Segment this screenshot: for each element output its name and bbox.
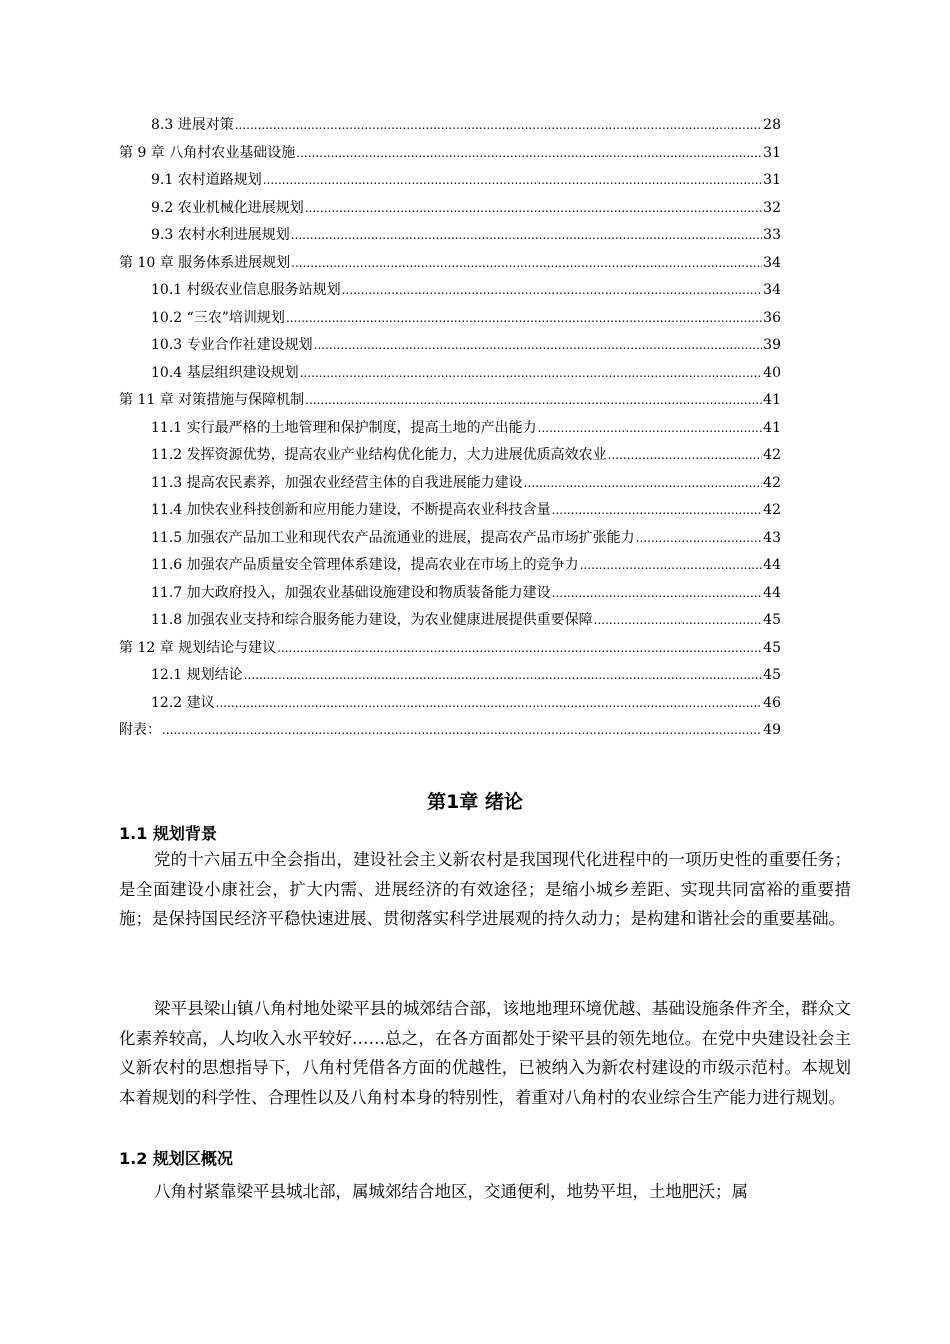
toc-entry-page-number: 33 <box>763 227 781 243</box>
toc-entry-page-number: 39 <box>763 337 781 353</box>
toc-entry-label: 附表： <box>119 722 161 738</box>
toc-entry-label: 11.5 加强农产品加工业和现代农产品流通业的进展，提高农产品市场扩张能力 <box>151 529 635 546</box>
toc-dot-leader <box>636 525 762 553</box>
toc-entry-label: 12.2 建议 <box>151 694 215 711</box>
toc-entry-page-number: 45 <box>763 667 781 683</box>
toc-dot-leader <box>244 662 762 690</box>
toc-dot-leader <box>524 470 762 498</box>
toc-entry[interactable] <box>119 635 781 663</box>
toc-entry-label: 第 10 章 服务体系进展规划 <box>119 254 291 271</box>
section-heading-1-2: 1.2 规划区概况 <box>119 1149 233 1168</box>
toc-entry-page-number: 40 <box>763 364 781 381</box>
toc-entry-label: 9.1 农村道路规划 <box>151 172 262 188</box>
toc-dot-leader <box>296 140 762 168</box>
toc-dot-leader <box>538 415 762 443</box>
toc-dot-leader <box>305 195 762 223</box>
toc-entry[interactable] <box>151 662 781 690</box>
toc-dot-leader <box>314 332 762 360</box>
toc-entry[interactable] <box>151 167 781 195</box>
toc-dot-leader <box>291 250 762 278</box>
table-of-contents <box>0 112 950 745</box>
toc-entry-page-number: 32 <box>763 199 781 216</box>
toc-entry-label: 12.1 规划结论 <box>151 667 243 683</box>
toc-entry-page-number: 31 <box>763 172 781 188</box>
toc-entry-label: 第 12 章 规划结论与建议 <box>119 639 277 656</box>
toc-dot-leader <box>235 112 762 140</box>
toc-entry-page-number: 42 <box>763 474 781 491</box>
toc-entry-page-number: 34 <box>763 254 781 271</box>
toc-entry-page-number: 34 <box>763 282 781 298</box>
toc-entry-label: 10.1 村级农业信息服务站规划 <box>151 282 341 298</box>
toc-entry-label: 11.4 加快农业科技创新和应用能力建设，不断提高农业科技含量 <box>151 502 551 518</box>
toc-entry-page-number: 41 <box>763 392 781 408</box>
toc-entry-page-number: 36 <box>763 309 781 326</box>
toc-entry[interactable] <box>151 525 781 553</box>
toc-dot-leader <box>580 552 762 580</box>
paragraph-1-1-a: 党的十六届五中全会指出，建设社会主义新农村是我国现代化进程中的一项历史性的重要任务；是全面建设小康社会，扩大内需、进展经济的有效途径；是缩小城乡差距、实现共同富裕的重要措施；是保持国民经济平稳快速进展、贯彻落实科学进展观的持久动力；是构建和谐社会的重要基础。 <box>119 850 851 928</box>
toc-entry[interactable] <box>151 360 781 388</box>
toc-entry-label: 10.2 “三农”培训规划 <box>151 309 285 326</box>
toc-entry-label: 9.3 农村水利进展规划 <box>151 227 290 243</box>
toc-entry[interactable] <box>119 250 781 278</box>
toc-entry[interactable] <box>119 387 781 415</box>
toc-entry-page-number: 44 <box>763 584 781 601</box>
toc-entry[interactable] <box>151 277 781 305</box>
toc-dot-leader <box>291 222 762 250</box>
toc-dot-leader <box>277 635 762 663</box>
toc-entry-page-number: 28 <box>763 117 781 133</box>
toc-dot-leader <box>552 497 762 525</box>
toc-entry-label: 11.2 发挥资源优势，提高农业产业结构优化能力，大力进展优质高效农业 <box>151 447 607 463</box>
toc-dot-leader <box>342 277 762 305</box>
toc-entry-page-number: 42 <box>763 502 781 518</box>
toc-entry[interactable] <box>151 690 781 718</box>
toc-entry-page-number: 45 <box>763 612 781 628</box>
toc-entry-page-number: 44 <box>763 557 781 573</box>
toc-entry[interactable] <box>151 497 781 525</box>
toc-entry-page-number: 46 <box>763 694 781 711</box>
toc-entry[interactable] <box>119 717 781 745</box>
toc-entry-label: 第 9 章 八角村农业基础设施 <box>119 144 296 161</box>
toc-entry[interactable] <box>151 607 781 635</box>
toc-entry[interactable] <box>151 222 781 250</box>
toc-dot-leader <box>608 442 762 470</box>
toc-dot-leader <box>305 387 762 415</box>
toc-entry-label: 8.3 进展对策 <box>151 117 234 133</box>
paragraph-1-1-b: 梁平县梁山镇八角村地处梁平县的城郊结合部，该地地理环境优越、基础设施条件齐全，群众文化素养较高，人均收入水平较好……总之，在各方面都处于梁平县的领先地位。在党中央建设社会主义新农村的思想指导下，八角村凭借各方面的优越性，已被纳入为新农村建设的市级示范村。本规划本着规划的科学性、合理性以及八角村本身的特别性，着重对八角村的农业综合生产能力进行规划。 <box>119 999 851 1107</box>
toc-entry-page-number: 49 <box>763 722 781 738</box>
toc-entry[interactable] <box>151 470 781 498</box>
chapter-title: 第1章 绪论 <box>427 791 523 813</box>
toc-entry[interactable] <box>151 195 781 223</box>
toc-entry-page-number: 31 <box>763 144 781 161</box>
toc-dot-leader <box>286 305 762 333</box>
toc-entry[interactable] <box>151 112 781 140</box>
toc-entry[interactable] <box>119 140 781 168</box>
toc-dot-leader <box>162 717 762 745</box>
toc-entry-label: 9.2 农业机械化进展规划 <box>151 199 304 216</box>
toc-entry-page-number: 42 <box>763 447 781 463</box>
toc-entry[interactable] <box>151 580 781 608</box>
toc-dot-leader <box>552 580 762 608</box>
toc-entry-page-number: 41 <box>763 419 781 436</box>
toc-entry-label: 11.6 加强农产品质量安全管理体系建设，提高农业在市场上的竞争力 <box>151 557 579 573</box>
toc-entry-label: 第 11 章 对策措施与保障机制 <box>119 392 305 408</box>
toc-entry-page-number: 45 <box>763 639 781 656</box>
toc-entry-label: 11.1 实行最严格的土地管理和保护制度，提高土地的产出能力 <box>151 419 537 436</box>
toc-entry-label: 10.3 专业合作社建设规划 <box>151 337 313 353</box>
paragraph-1-2-a: 八角村紧靠梁平县城北部，属城郊结合地区，交通便利，地势平坦，土地肥沃；属 <box>154 1182 748 1201</box>
toc-dot-leader <box>594 607 762 635</box>
toc-entry-label: 11.8 加强农业支持和综合服务能力建设，为农业健康进展提供重要保障 <box>151 612 593 628</box>
toc-entry-label: 10.4 基层组织建设规划 <box>151 364 299 381</box>
toc-entry[interactable] <box>151 442 781 470</box>
toc-entry[interactable] <box>151 305 781 333</box>
toc-entry[interactable] <box>151 552 781 580</box>
toc-dot-leader <box>263 167 762 195</box>
toc-dot-leader <box>300 360 762 388</box>
toc-entry-label: 11.3 提高农民素养，加强农业经营主体的自我进展能力建设 <box>151 474 523 491</box>
toc-dot-leader <box>216 690 762 718</box>
toc-entry[interactable] <box>151 332 781 360</box>
toc-entry[interactable] <box>151 415 781 443</box>
toc-entry-label: 11.7 加大政府投入，加强农业基础设施建设和物质装备能力建设 <box>151 584 551 601</box>
toc-entry-page-number: 43 <box>763 529 781 546</box>
section-heading-1-1: 1.1 规划背景 <box>119 824 217 843</box>
